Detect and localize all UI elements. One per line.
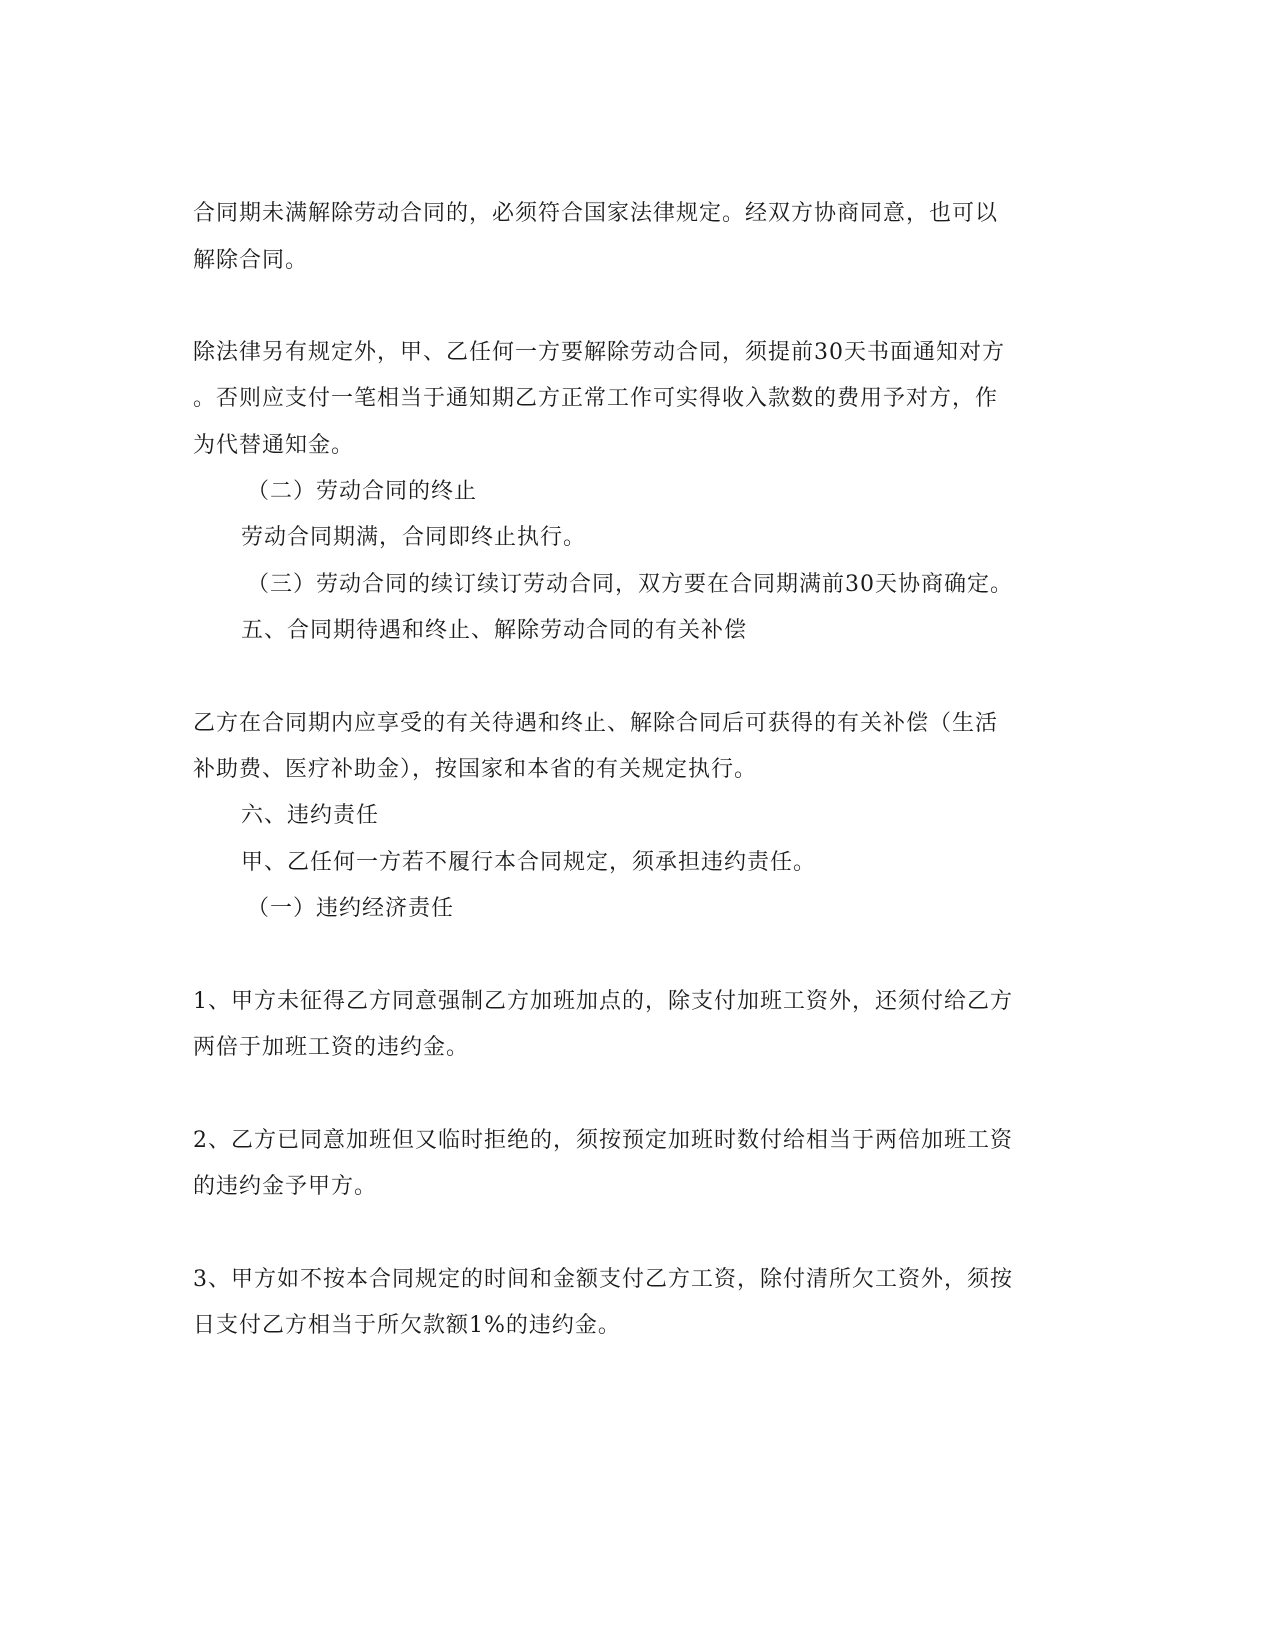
- paragraph-2-line-1: 除法律另有规定外，甲、乙任何一方要解除劳动合同，须提前30天书面通知对方: [193, 340, 1005, 365]
- section-renewal: （三）劳动合同的续订续订劳动合同，双方要在合同期满前30天协商确定。: [247, 572, 1013, 597]
- paragraph-3-line-2: 补助费、医疗补助金），按国家和本省的有关规定执行。: [193, 757, 758, 782]
- item-2-line-1: 2、乙方已同意加班但又临时拒绝的，须按预定加班时数付给相当于两倍加班工资: [193, 1128, 1013, 1153]
- section-five-heading: 五、合同期待遇和终止、解除劳动合同的有关补偿: [241, 618, 748, 643]
- paragraph-2-line-2: 。否则应支付一笔相当于通知期乙方正常工作可实得收入款数的费用予对方，作: [193, 386, 999, 411]
- item-2-line-2: 的违约金予甲方。: [193, 1174, 378, 1199]
- paragraph-1-line-2: 解除合同。: [193, 248, 309, 273]
- section-six-sub-heading: （一）违约经济责任: [247, 896, 455, 921]
- section-termination-heading: （二）劳动合同的终止: [247, 479, 478, 504]
- section-six-text: 甲、乙任何一方若不履行本合同规定，须承担违约责任。: [241, 850, 817, 875]
- item-3-line-1: 3、甲方如不按本合同规定的时间和金额支付乙方工资，除付清所欠工资外，须按: [193, 1267, 1013, 1292]
- item-1-line-2: 两倍于加班工资的违约金。: [193, 1035, 470, 1060]
- item-3-line-2: 日支付乙方相当于所欠款额1%的违约金。: [193, 1313, 621, 1338]
- paragraph-3-line-1: 乙方在合同期内应享受的有关待遇和终止、解除合同后可获得的有关补偿（生活: [193, 711, 999, 736]
- item-1-line-1: 1、甲方未征得乙方同意强制乙方加班加点的，除支付加班工资外，还须付给乙方: [193, 989, 1013, 1014]
- paragraph-2-line-3: 为代替通知金。: [193, 433, 355, 458]
- termination-text: 劳动合同期满，合同即终止执行。: [241, 525, 587, 550]
- paragraph-1-line-1: 合同期未满解除劳动合同的，必须符合国家法律规定。经双方协商同意，也可以: [193, 201, 999, 226]
- section-six-heading: 六、违约责任: [241, 803, 380, 828]
